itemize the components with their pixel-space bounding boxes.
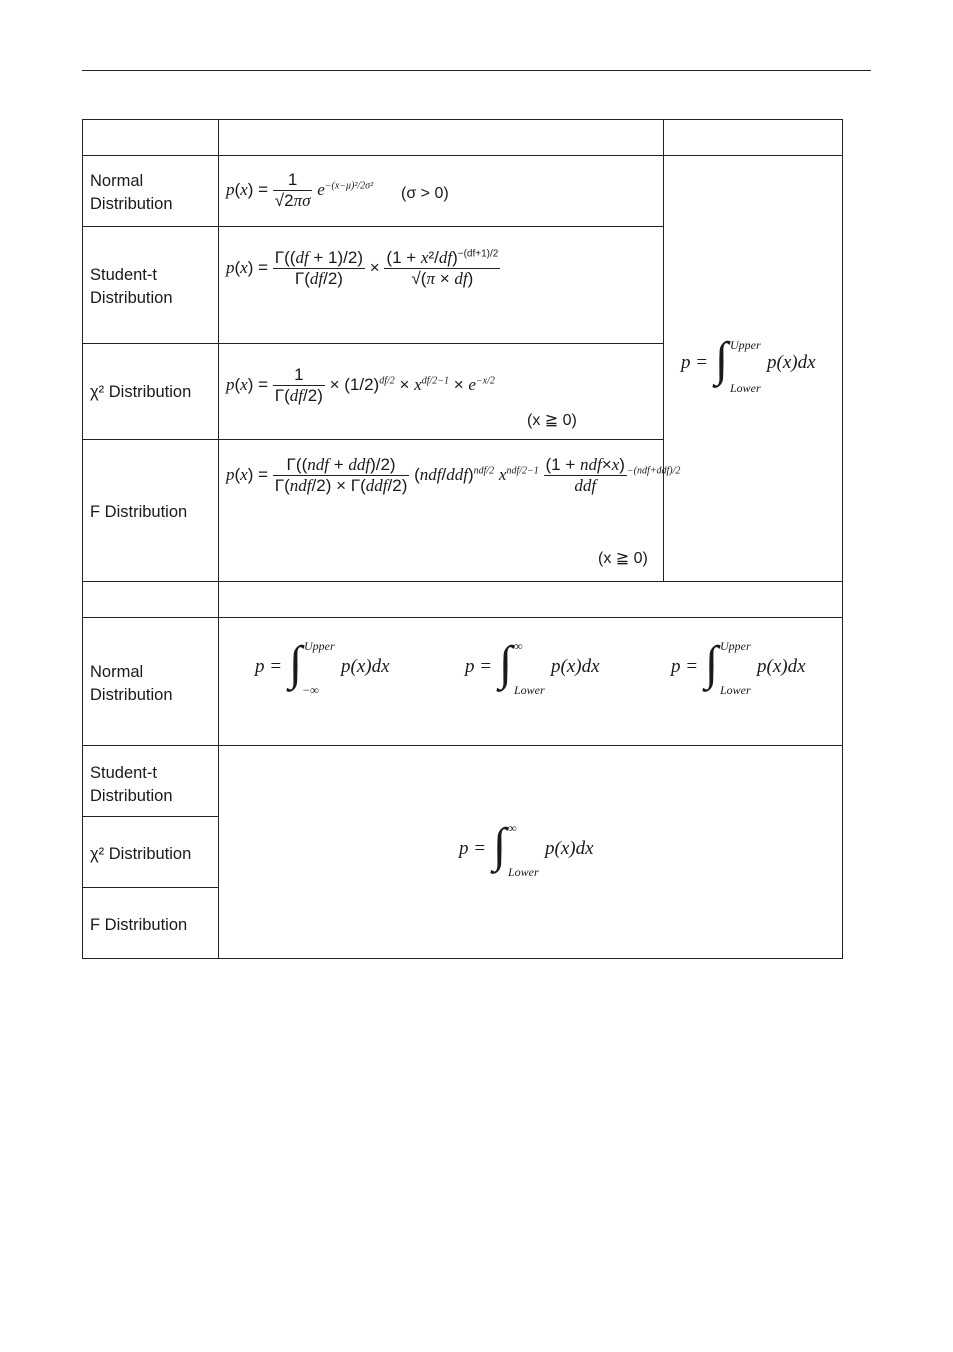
row-label-chi-square-2: χ² Distribution	[90, 845, 192, 863]
row-label-student-t: Student-t Distribution	[90, 266, 173, 307]
integral-icon: ∫	[715, 333, 729, 386]
f-condition: (x ≧ 0)	[598, 550, 648, 567]
row-label-normal: Normal Distribution	[90, 172, 173, 213]
probability-integral: p = ∫ Upper Lower p(x)dx	[681, 333, 816, 395]
header-rule	[82, 70, 871, 71]
upper-tail-integral: p = ∫ ∞ Lower p(x)dx	[459, 819, 594, 879]
row-label-f: F Distribution	[90, 503, 188, 521]
normal-condition: (σ > 0)	[401, 185, 449, 202]
density-table	[82, 119, 843, 582]
student-t-pdf-formula: p(x) = $\frac{\Gamma((df + 1)/2)}{\Gamma(df/2)}$ × $\frac{(1 + x^2/df)^{-(df+1)/2}}{√(\pi \times df)}$	[226, 248, 499, 288]
normal-interval-integral: p = ∫ Upper Lower p(x)dx	[671, 637, 806, 697]
normal-pdf-formula: p(x) = $\frac{1}{√2\pi\sigma}$ $e^{-(x-\mu)^2/2\sigma^2}$	[226, 170, 374, 210]
row-divider	[83, 745, 842, 746]
normal-lower-tail-integral: p = ∫ Upper −∞ p(x)dx	[255, 637, 390, 697]
col-divider	[663, 120, 664, 581]
normal-upper-tail-integral: p = ∫ ∞ Lower p(x)dx	[465, 637, 600, 697]
col-divider	[218, 582, 219, 958]
row-label-chi-square: χ² Distribution	[90, 383, 192, 401]
row-label-normal-2: Normal Distribution	[90, 663, 173, 704]
integral-icon: ∫	[499, 637, 513, 690]
chi-square-pdf-formula: p(x) = $\frac{1}{\Gamma(df/2)}$ × $(1/2)^{df/2} \times x^{df/2-1} \times e^{-x/2}$	[226, 365, 495, 405]
row-label-student-t-2: Student-t Distribution	[90, 764, 173, 805]
chi-square-condition: (x ≧ 0)	[527, 412, 577, 429]
integral-table	[82, 581, 843, 959]
row-label-f-2: F Distribution	[90, 916, 188, 934]
row-divider	[83, 226, 663, 227]
col-divider	[218, 120, 219, 581]
row-divider	[83, 343, 663, 344]
integral-icon: ∫	[705, 637, 719, 690]
row-divider	[83, 816, 218, 817]
integral-icon: ∫	[289, 637, 303, 690]
f-pdf-formula: p(x) = $\frac{\text{Γ((ndf + ddf)/2)}}{\text{Γ(ndf/2) × Γ(ddf/2)}}$ $(ndf/ddf)^{ndf/2}$ $x^{ndf/2-1}$ $\frac{\text{(1 + ndf×x)}}{\text{ddf}}$ $^{-(ndf+ddf)/2}$	[226, 455, 681, 495]
row-divider	[83, 155, 842, 156]
row-divider	[83, 439, 663, 440]
row-divider	[83, 887, 218, 888]
row-divider	[83, 617, 842, 618]
integral-icon: ∫	[493, 819, 507, 872]
